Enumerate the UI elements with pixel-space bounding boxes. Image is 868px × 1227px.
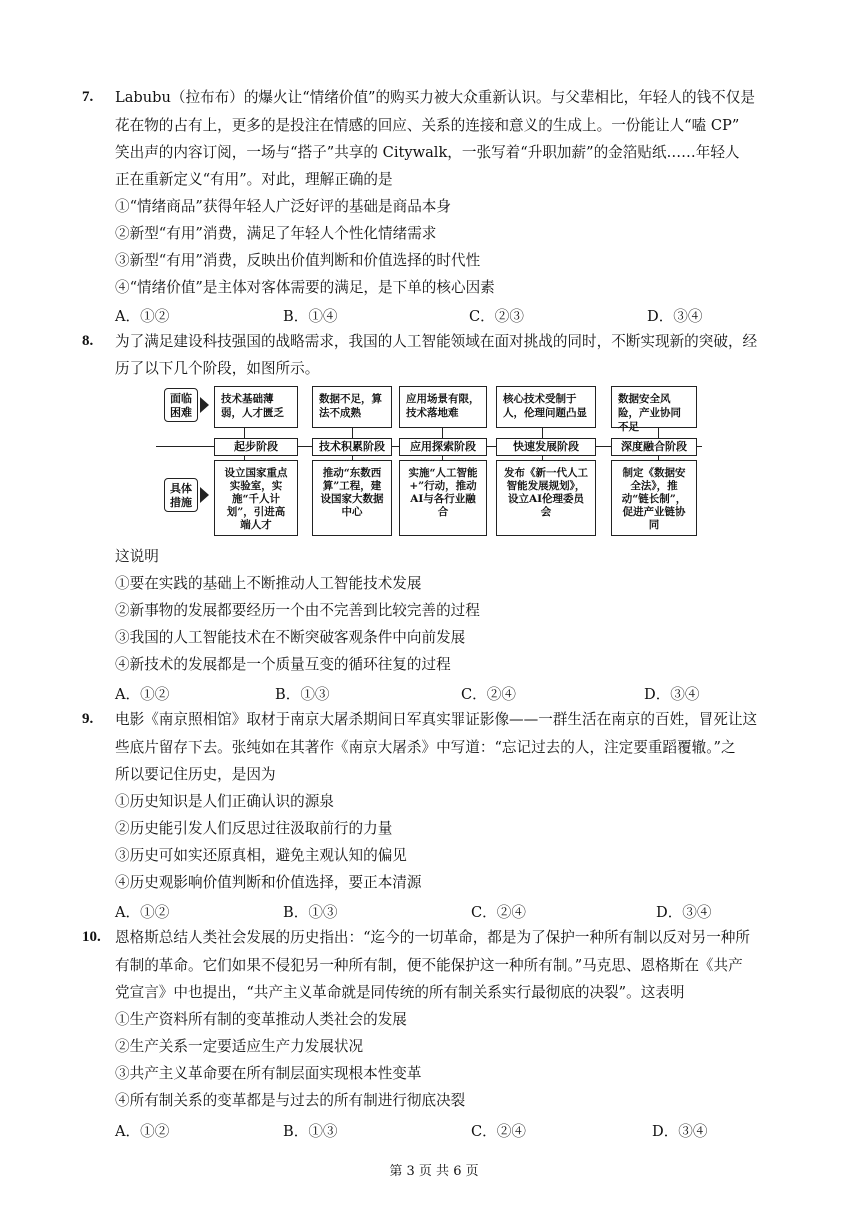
question-text-line: 恩格斯总结人类社会发展的历史指出：“迄今的一切革命，都是为了保护一种所有制以反对另一种所: [115, 929, 750, 946]
stage-label: 起步阶段: [214, 438, 298, 456]
statement-item: ③历史可如实还原真相，避免主观认知的偏见: [115, 847, 407, 864]
statement-item: ④历史观影响价值判断和价值选择，要正本清源: [115, 874, 422, 891]
challenge-box: 数据不足，算法不成熟: [312, 386, 392, 428]
question-text-line: 有制的革命。它们如果不侵犯另一种所有制，便不能保护这一种所有制。”马克思、恩格斯在《共产: [115, 957, 743, 974]
challenge-label: 面临困难: [164, 388, 198, 422]
measure-box: 设立国家重点实验室，实施“千人计划”，引进高端人才: [214, 460, 298, 536]
option-b[interactable]: B．①③: [283, 904, 338, 921]
question-text-line: Labubu（拉布布）的爆火让“情绪价值”的购买力被大众重新认识。与父辈相比，年轻人的钱不仅是: [115, 89, 755, 106]
challenge-box: 技术基础薄弱，人才匮乏: [214, 386, 298, 428]
question-number: 9.: [82, 711, 94, 727]
option-c[interactable]: C．②④: [471, 904, 526, 921]
challenge-box: 核心技术受制于人，伦理问题凸显: [496, 386, 596, 428]
answer-options: [115, 901, 805, 921]
question-text-line: 为了满足建设科技强国的战略需求，我国的人工智能领域在面对挑战的同时，不断实现新的突破，经: [115, 333, 758, 350]
answer-options: [115, 683, 805, 703]
statement-item: ①生产资料所有制的变革推动人类社会的发展: [115, 1011, 407, 1028]
option-a[interactable]: A．①②: [115, 904, 170, 921]
question-number: 8.: [82, 333, 94, 349]
challenge-box: 应用场景有限，技术落地难: [399, 386, 487, 428]
statement-item: ②历史能引发人们反思过往汲取前行的力量: [115, 820, 393, 837]
statement-item: ③新型“有用”消费，反映出价值判断和价值选择的时代性: [115, 252, 481, 269]
ai-development-diagram: [156, 382, 704, 540]
question-text-line: 些底片留存下去。张纯如在其著作《南京大屠杀》中写道：“忘记过去的人，注定要重蹈覆辙。”之: [115, 739, 736, 756]
statement-item: ③我国的人工智能技术在不断突破客观条件中向前发展: [115, 629, 466, 646]
statement-item: ②生产关系一定要适应生产力发展状况: [115, 1038, 364, 1055]
option-b[interactable]: B．①③: [275, 686, 330, 703]
question-text-line: 历了以下几个阶段，如图所示。: [115, 360, 320, 377]
option-b[interactable]: B．①③: [283, 1123, 338, 1140]
measure-box: 实施“人工智能+”行动，推动AI与各行业融合: [399, 460, 487, 536]
option-d[interactable]: D．③④: [652, 1123, 708, 1140]
stage-label: 深度融合阶段: [611, 438, 697, 456]
arrow-right-icon: [200, 487, 209, 503]
measure-box: 发布《新一代人工智能发展规划》，设立AI伦理委员会: [496, 460, 596, 536]
statement-item: ②新事物的发展都要经历一个由不完善到比较完善的过程: [115, 602, 480, 619]
statement-item: ③共产主义革命要在所有制层面实现根本性变革: [115, 1065, 422, 1082]
option-b[interactable]: B．①④: [283, 308, 338, 325]
stage-label: 技术积累阶段: [312, 438, 392, 456]
page-footer: 第 3 页 共 6 页: [389, 1164, 479, 1179]
statement-item: ①要在实践的基础上不断推动人工智能技术发展: [115, 575, 422, 592]
option-a[interactable]: A．①②: [115, 1123, 170, 1140]
question-text-line: 正在重新定义“有用”。对此，理解正确的是: [115, 171, 393, 188]
option-a[interactable]: A．①②: [115, 686, 170, 703]
measure-box: 制定《数据安全法》，推动“链长制”，促进产业链协同: [611, 460, 697, 536]
answer-options: [115, 1120, 805, 1140]
answer-options: [115, 305, 805, 325]
statement-item: ②新型“有用”消费，满足了年轻人个性化情绪需求: [115, 225, 437, 242]
question-text-line: 电影《南京照相馆》取材于南京大屠杀期间日军真实罪证影像——一群生活在南京的百姓，冒死让这: [115, 711, 758, 728]
statement-item: ④“情绪价值”是主体对客体需要的满足，是下单的核心因素: [115, 279, 495, 296]
measure-label: 具体措施: [164, 478, 198, 512]
option-d[interactable]: D．③④: [656, 904, 712, 921]
question-text-line: 所以要记住历史，是因为: [115, 766, 276, 783]
question-number: 7.: [82, 89, 94, 105]
challenge-box: 数据安全风险，产业协同不足: [611, 386, 697, 428]
statement-item: ④新技术的发展都是一个质量互变的循环往复的过程: [115, 656, 451, 673]
question-text-line: 党宣言》中也提出，“共产主义革命就是同传统的所有制关系实行最彻底的决裂”。这表明: [115, 984, 685, 1001]
option-c[interactable]: C．②④: [461, 686, 516, 703]
stage-label: 快速发展阶段: [496, 438, 596, 456]
statement-item: ①“情绪商品”获得年轻人广泛好评的基础是商品本身: [115, 198, 451, 215]
statement-item: ①历史知识是人们正确认识的源泉: [115, 793, 334, 810]
question-number: 10.: [82, 929, 101, 945]
option-a[interactable]: A．①②: [115, 308, 170, 325]
statement-item: ④所有制关系的变革都是与过去的所有制进行彻底决裂: [115, 1092, 466, 1109]
option-d[interactable]: D．③④: [644, 686, 700, 703]
stage-label: 应用探索阶段: [399, 438, 487, 456]
question-text-line: 笑出声的内容订阅，一场与“搭子”共享的 Citywalk，一张写着“升职加薪”的金箔贴纸……年轻人: [115, 144, 740, 161]
option-c[interactable]: C．②③: [469, 308, 524, 325]
arrow-right-icon: [200, 397, 209, 413]
question-text-line: 这说明: [115, 548, 159, 565]
option-d[interactable]: D．③④: [647, 308, 703, 325]
measure-box: 推动“东数西算”工程，建设国家大数据中心: [312, 460, 392, 536]
option-c[interactable]: C．②④: [471, 1123, 526, 1140]
question-text-line: 花在物的占有上，更多的是投注在情感的回应、关系的连接和意义的生成上。一份能让人“嗑 CP”: [115, 117, 740, 134]
